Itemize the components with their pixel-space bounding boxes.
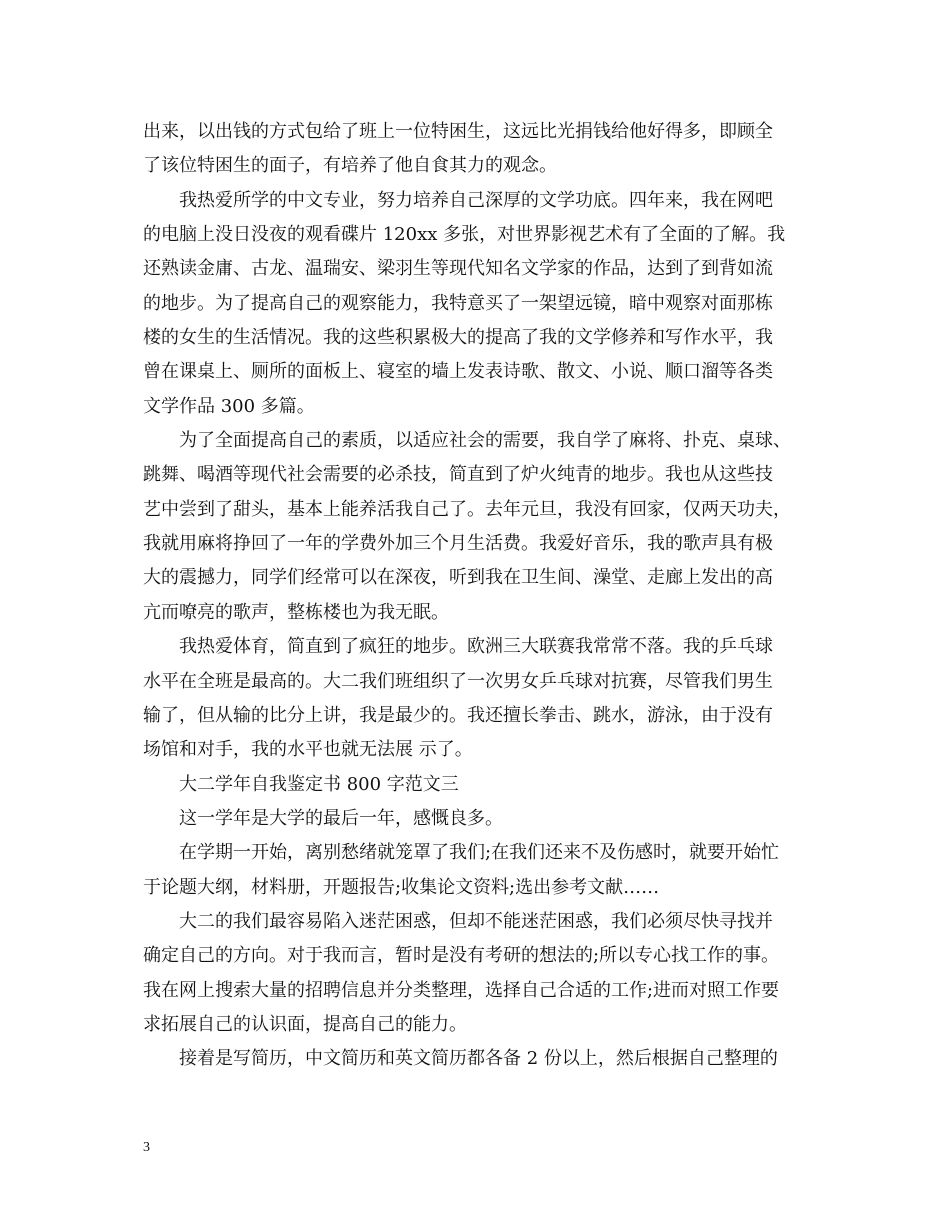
text-line: 我热爱体育，简直到了疯狂的地步。欧洲三大联赛我常常不落。我的乒乓球 <box>179 636 773 658</box>
text-line: 跳舞、喝酒等现代社会需要的必杀技，简直到了炉火纯青的地步。我也从这些技 <box>143 464 773 486</box>
text-line: 水平在全班是最高的。大二我们班组织了一次男女乒乓球对抗赛，尽管我们男生 <box>143 670 773 692</box>
text-line: 接着是写简历，中文简历和英文简历都各备 2 份以上，然后根据自己整理的 <box>179 1048 778 1070</box>
text-line: 为了全面提高自己的素质，以适应社会的需要，我自学了麻将、扑克、桌球、 <box>179 430 791 452</box>
text-line: 的地步。为了提高自己的观察能力，我特意买了一架望远镜，暗中观察对面那栋 <box>143 292 773 314</box>
text-line: 在学期一开始，离别愁绪就笼罩了我们;在我们还来不及伤感时，就要开始忙 <box>179 842 780 864</box>
text-line: 亢而嘹亮的歌声，整栋楼也为我无眠。 <box>143 601 449 623</box>
text-line: 楼的女生的生活情况。我的这些积累极大的提高了我的文学修养和写作水平，我 <box>143 327 773 349</box>
document-body <box>143 115 813 1077</box>
text-line: 的电脑上没日没夜的观看碟片 120xx 多张，对世界影视艺术有了全面的了解。我 <box>143 224 786 246</box>
text-line: 求拓展自己的认识面，提高自己的能力。 <box>143 1013 467 1035</box>
text-line: 出来，以出钱的方式包给了班上一位特困生，这远比光捐钱给他好得多，即顾全 <box>143 121 773 142</box>
text-line: 场馆和对手，我的水平也就无法展 示了。 <box>143 739 473 761</box>
text-line: 了该位特困生的面子，有培养了他自食其力的观念。 <box>143 155 557 177</box>
text-line: 曾在课桌上、厕所的面板上、寝室的墙上发表诗歌、散文、小说、顺口溜等各类 <box>143 361 773 383</box>
text-line: 大的震撼力，同学们经常可以在深夜，听到我在卫生间、澡堂、走廊上发出的高 <box>143 567 773 589</box>
text-line: 艺中尝到了甜头，基本上能养活我自己了。去年元旦，我没有回家，仅两天功夫， <box>143 498 791 520</box>
text-line: 确定自己的方向。对于我而言，暂时是没有考研的想法的;所以专心找工作的事。 <box>143 945 780 967</box>
section-heading: 大二学年自我鉴定书 800 字范文三 <box>179 773 459 795</box>
page-number: 3 <box>143 1140 150 1155</box>
text-line: 我热爱所学的中文专业，努力培养自己深厚的文学功底。四年来，我在网吧 <box>179 189 773 211</box>
text-line: 输了，但从输的比分上讲，我是最少的。我还擅长拳击、跳水，游泳，由于没有 <box>143 704 773 726</box>
text-line: 我在网上搜索大量的招聘信息并分类整理，选择自己合适的工作;进而对照工作要 <box>143 979 780 1001</box>
text-line: 文学作品 300 多篇。 <box>143 395 315 417</box>
text-line: 这一学年是大学的最后一年，感慨良多。 <box>179 807 503 829</box>
text-line: 大二的我们最容易陷入迷茫困惑，但却不能迷茫困惑，我们必须尽快寻找并 <box>179 910 773 932</box>
text-line: 我就用麻将挣回了一年的学费外加三个月生活费。我爱好音乐，我的歌声具有极 <box>143 533 773 555</box>
text-line: 于论题大纲，材料册，开题报告;收集论文资料;选出参考文献…… <box>143 876 660 898</box>
text-line: 还熟读金庸、古龙、温瑞安、梁羽生等现代知名文学家的作品，达到了到背如流 <box>143 258 773 280</box>
